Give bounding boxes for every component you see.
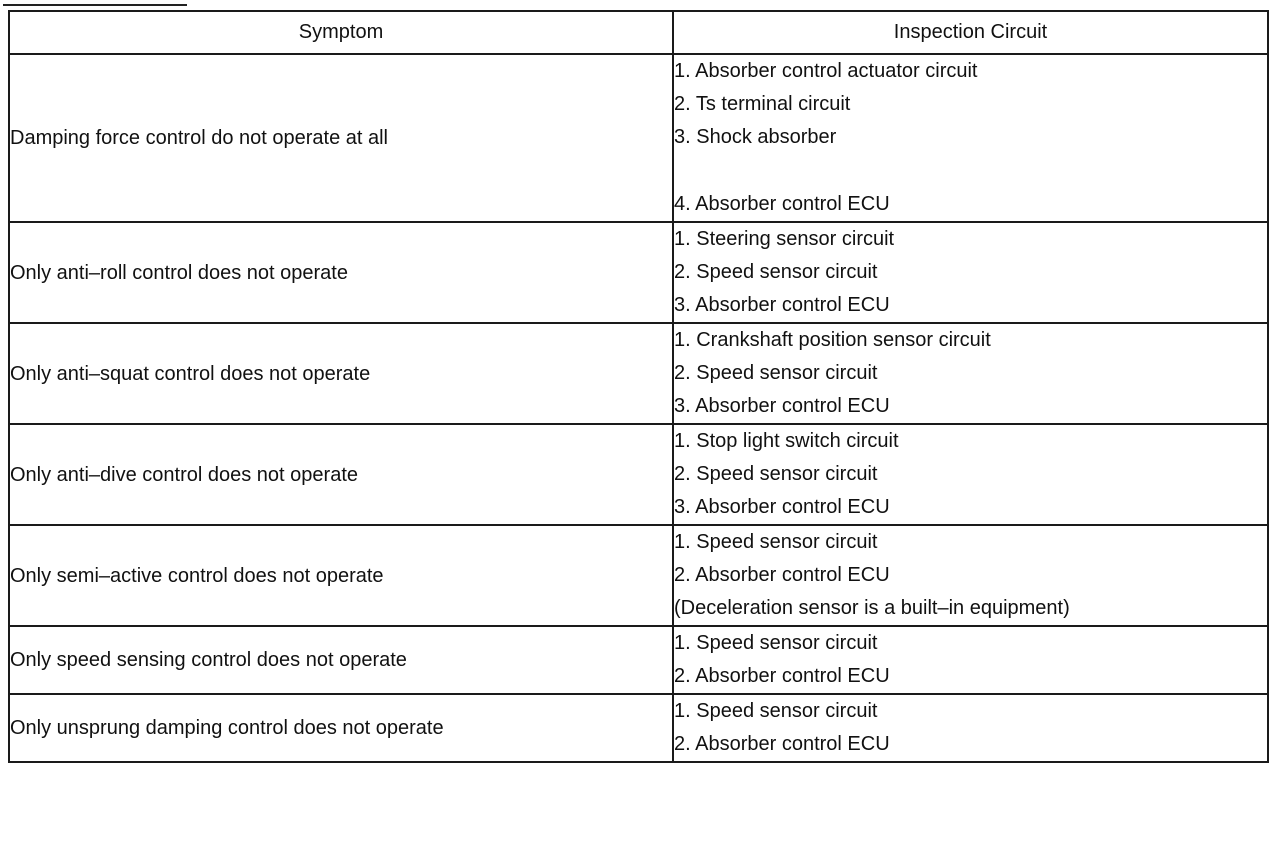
circuit-item: 1. Speed sensor circuit: [674, 531, 878, 553]
circuit-item: 2. Absorber control ECU: [674, 564, 890, 586]
circuit-item: 2. Absorber control ECU: [674, 665, 890, 687]
circuit-cell: [673, 626, 1268, 694]
circuit-item: 3. Absorber control ECU: [674, 496, 890, 518]
circuit-cell: [673, 54, 1268, 222]
circuit-cell: [673, 424, 1268, 525]
symptom-cell: Damping force control do not operate at all: [9, 54, 673, 222]
circuit-item: 2. Absorber control ECU: [674, 733, 890, 755]
circuit-note: (Deceleration sensor is a built–in equipment): [674, 597, 1070, 619]
table-row: [9, 694, 1268, 762]
symptom-cell: Only unsprung damping control does not operate: [9, 694, 673, 762]
table-row: [9, 54, 1268, 222]
header-inspection-circuit: Inspection Circuit: [673, 11, 1268, 54]
blank-line: [674, 154, 1267, 188]
header-symptom: Symptom: [9, 11, 673, 54]
table-row: [9, 222, 1268, 323]
circuit-item: 1. Steering sensor circuit: [674, 228, 895, 250]
circuit-item: 2. Speed sensor circuit: [674, 463, 878, 485]
circuit-item: 1. Speed sensor circuit: [674, 632, 878, 654]
circuit-cell: [673, 222, 1268, 323]
symptom-cell: Only anti–squat control does not operate: [9, 323, 673, 424]
circuit-item: 1. Stop light switch circuit: [674, 430, 899, 452]
top-rule: [3, 4, 187, 6]
table-row: [9, 323, 1268, 424]
symptom-cell: Only anti–dive control does not operate: [9, 424, 673, 525]
table-row: [9, 424, 1268, 525]
table-row: [9, 626, 1268, 694]
symptom-cell: Only semi–active control does not operate: [9, 525, 673, 626]
circuit-item: 4. Absorber control ECU: [674, 193, 890, 215]
inspection-table: [8, 10, 1269, 763]
circuit-cell: [673, 323, 1268, 424]
circuit-item: 3. Absorber control ECU: [674, 395, 890, 417]
circuit-item: 2. Ts terminal circuit: [674, 93, 851, 115]
circuit-item: 1. Crankshaft position sensor circuit: [674, 329, 991, 351]
circuit-cell: [673, 694, 1268, 762]
circuit-item: 2. Speed sensor circuit: [674, 261, 878, 283]
symptom-cell: Only anti–roll control does not operate: [9, 222, 673, 323]
circuit-cell: [673, 525, 1268, 626]
circuit-item: 3. Absorber control ECU: [674, 294, 890, 316]
circuit-item: 2. Speed sensor circuit: [674, 362, 878, 384]
header-row: [9, 11, 1268, 54]
circuit-item: 3. Shock absorber: [674, 126, 837, 148]
circuit-item: 1. Absorber control actuator circuit: [674, 60, 978, 82]
table-row: [9, 525, 1268, 626]
circuit-item: 1. Speed sensor circuit: [674, 700, 878, 722]
symptom-cell: Only speed sensing control does not operate: [9, 626, 673, 694]
